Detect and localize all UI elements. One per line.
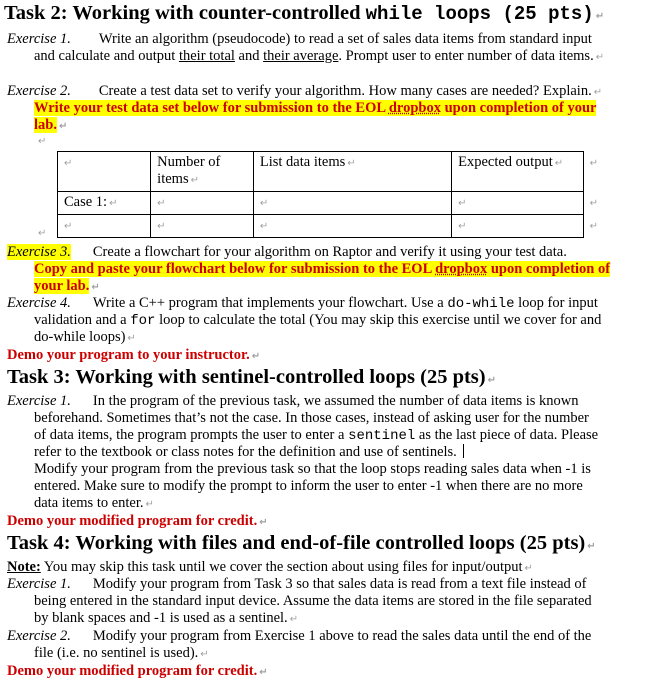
table-cell[interactable]: ↵ bbox=[58, 215, 151, 238]
task2-ex1-line1: Exercise 1. Write an algorithm (pseudocode) to read a set of sales data items from standard input bbox=[7, 31, 592, 47]
table-cell[interactable]: ↵ bbox=[452, 192, 583, 215]
task4-ex2-line2: file (i.e. no sentinel is used). ↵ bbox=[34, 645, 209, 661]
table-cell[interactable]: ↵ bbox=[253, 192, 451, 215]
task2-ex3-line1: Exercise 3. Create a flowchart for your algorithm on Raptor and verify it using your test data. bbox=[7, 244, 567, 260]
task3-ex1-line4: refer to the textbook or class notes for the definition and use of sentinels. bbox=[34, 444, 464, 461]
table-cell[interactable]: ↵ bbox=[253, 215, 451, 238]
task3-heading: Task 3: Working with sentinel-controlled loops (25 pts) ↵ bbox=[7, 366, 496, 388]
row-end-mark: ↵ bbox=[589, 220, 598, 232]
task3-ex1-line5: Modify your program from the previous task so that the loop stops reading sales data when -1 is bbox=[34, 461, 591, 477]
paragraph-mark: ↵ bbox=[38, 228, 47, 239]
paragraph-mark: ↵ bbox=[38, 136, 47, 147]
task4-heading: Task 4: Working with files and end-of-file controlled loops (25 pts) ↵ bbox=[7, 532, 596, 554]
task3-ex1-line3: of data items, the program prompts the user to enter a sentinel as the last piece of data. Please bbox=[34, 427, 599, 444]
task3-ex1-line7: data items to enter. ↵ bbox=[34, 495, 154, 511]
task2-ex4-line2: validation and a for loop to calculate the total (You may skip this exercise until we cover for and bbox=[34, 312, 602, 329]
task2-heading: Task 2: Working with counter-controlled while loops (25 pts) ↵ bbox=[4, 2, 605, 25]
task2-ex2-submission-line1: Write your test data set below for submission to the EOL dropbox upon completion of your bbox=[34, 100, 597, 116]
task4-ex2-line1: Exercise 2. Modify your program from Exercise 1 above to read the sales data until the end of the bbox=[7, 628, 592, 644]
task2-demo: Demo your program to your instructor. ↵ bbox=[7, 347, 261, 363]
table-header-list-data-items[interactable]: List data items ↵ bbox=[253, 152, 451, 192]
task4-ex1-line1: Exercise 1. Modify your program from Task 3 so that sales data is read from a text file instead of bbox=[7, 576, 587, 592]
task4-ex1-line2: being entered in the standard input device. Assume the data items are stored in the file separated bbox=[34, 593, 592, 609]
task2-ex4-line1: Exercise 4. Write a C++ program that implements your flowchart. Use a do-while loop for input bbox=[7, 295, 598, 312]
table-row-label[interactable]: Case 1: ↵ bbox=[58, 192, 151, 215]
table-row-blank bbox=[58, 215, 605, 238]
task3-ex1-line6: entered. Make sure to modify the prompt to inform the user to enter -1 when there are no more bbox=[34, 478, 583, 494]
test-data-table bbox=[57, 151, 605, 238]
task4-note: Note: You may skip this task until we cover the section about using files for input/output ↵ bbox=[7, 559, 533, 575]
table-header-expected-output[interactable]: Expected output ↵ bbox=[452, 152, 583, 192]
task2-ex3-submission-line2: your lab. ↵ bbox=[34, 278, 100, 294]
task4-ex1-line3: by blank spaces and -1 is used as a sentinel. ↵ bbox=[34, 610, 299, 626]
row-end-mark: ↵ bbox=[589, 197, 598, 209]
table-cell[interactable]: ↵ bbox=[58, 152, 151, 192]
row-end-mark: ↵ bbox=[589, 157, 598, 169]
task4-demo: Demo your modified program for credit. ↵ bbox=[7, 663, 268, 679]
task2-ex4-line3: do-while loops) ↵ bbox=[34, 329, 136, 345]
text-cursor bbox=[463, 444, 464, 458]
table-header-row bbox=[58, 152, 605, 192]
table-row-case-1 bbox=[58, 192, 605, 215]
task2-ex2-submission-line2: lab. ↵ bbox=[34, 117, 68, 133]
table-cell[interactable]: ↵ bbox=[452, 215, 583, 238]
task2-ex1-line2: and calculate and output their total and their average. Prompt user to enter number of data items. ↵ bbox=[34, 48, 605, 64]
task3-ex1-line2: beforehand. Sometimes that’s not the case. In those cases, instead of asking user for the number bbox=[34, 410, 589, 426]
task2-ex2-line1: Exercise 2. Create a test data set to verify your algorithm. How many cases are needed? Explain. ↵ bbox=[7, 83, 603, 99]
table-cell[interactable]: ↵ bbox=[151, 215, 254, 238]
task3-demo: Demo your modified program for credit. ↵ bbox=[7, 513, 268, 529]
task3-ex1-line1: Exercise 1. In the program of the previous task, we assumed the number of data items is known bbox=[7, 393, 579, 409]
task2-ex3-submission-line1: Copy and paste your flowchart below for submission to the EOL dropbox upon completion of bbox=[34, 261, 611, 277]
table-cell[interactable]: ↵ bbox=[151, 192, 254, 215]
table-header-number-of-items[interactable]: Number of items ↵ bbox=[151, 152, 254, 192]
